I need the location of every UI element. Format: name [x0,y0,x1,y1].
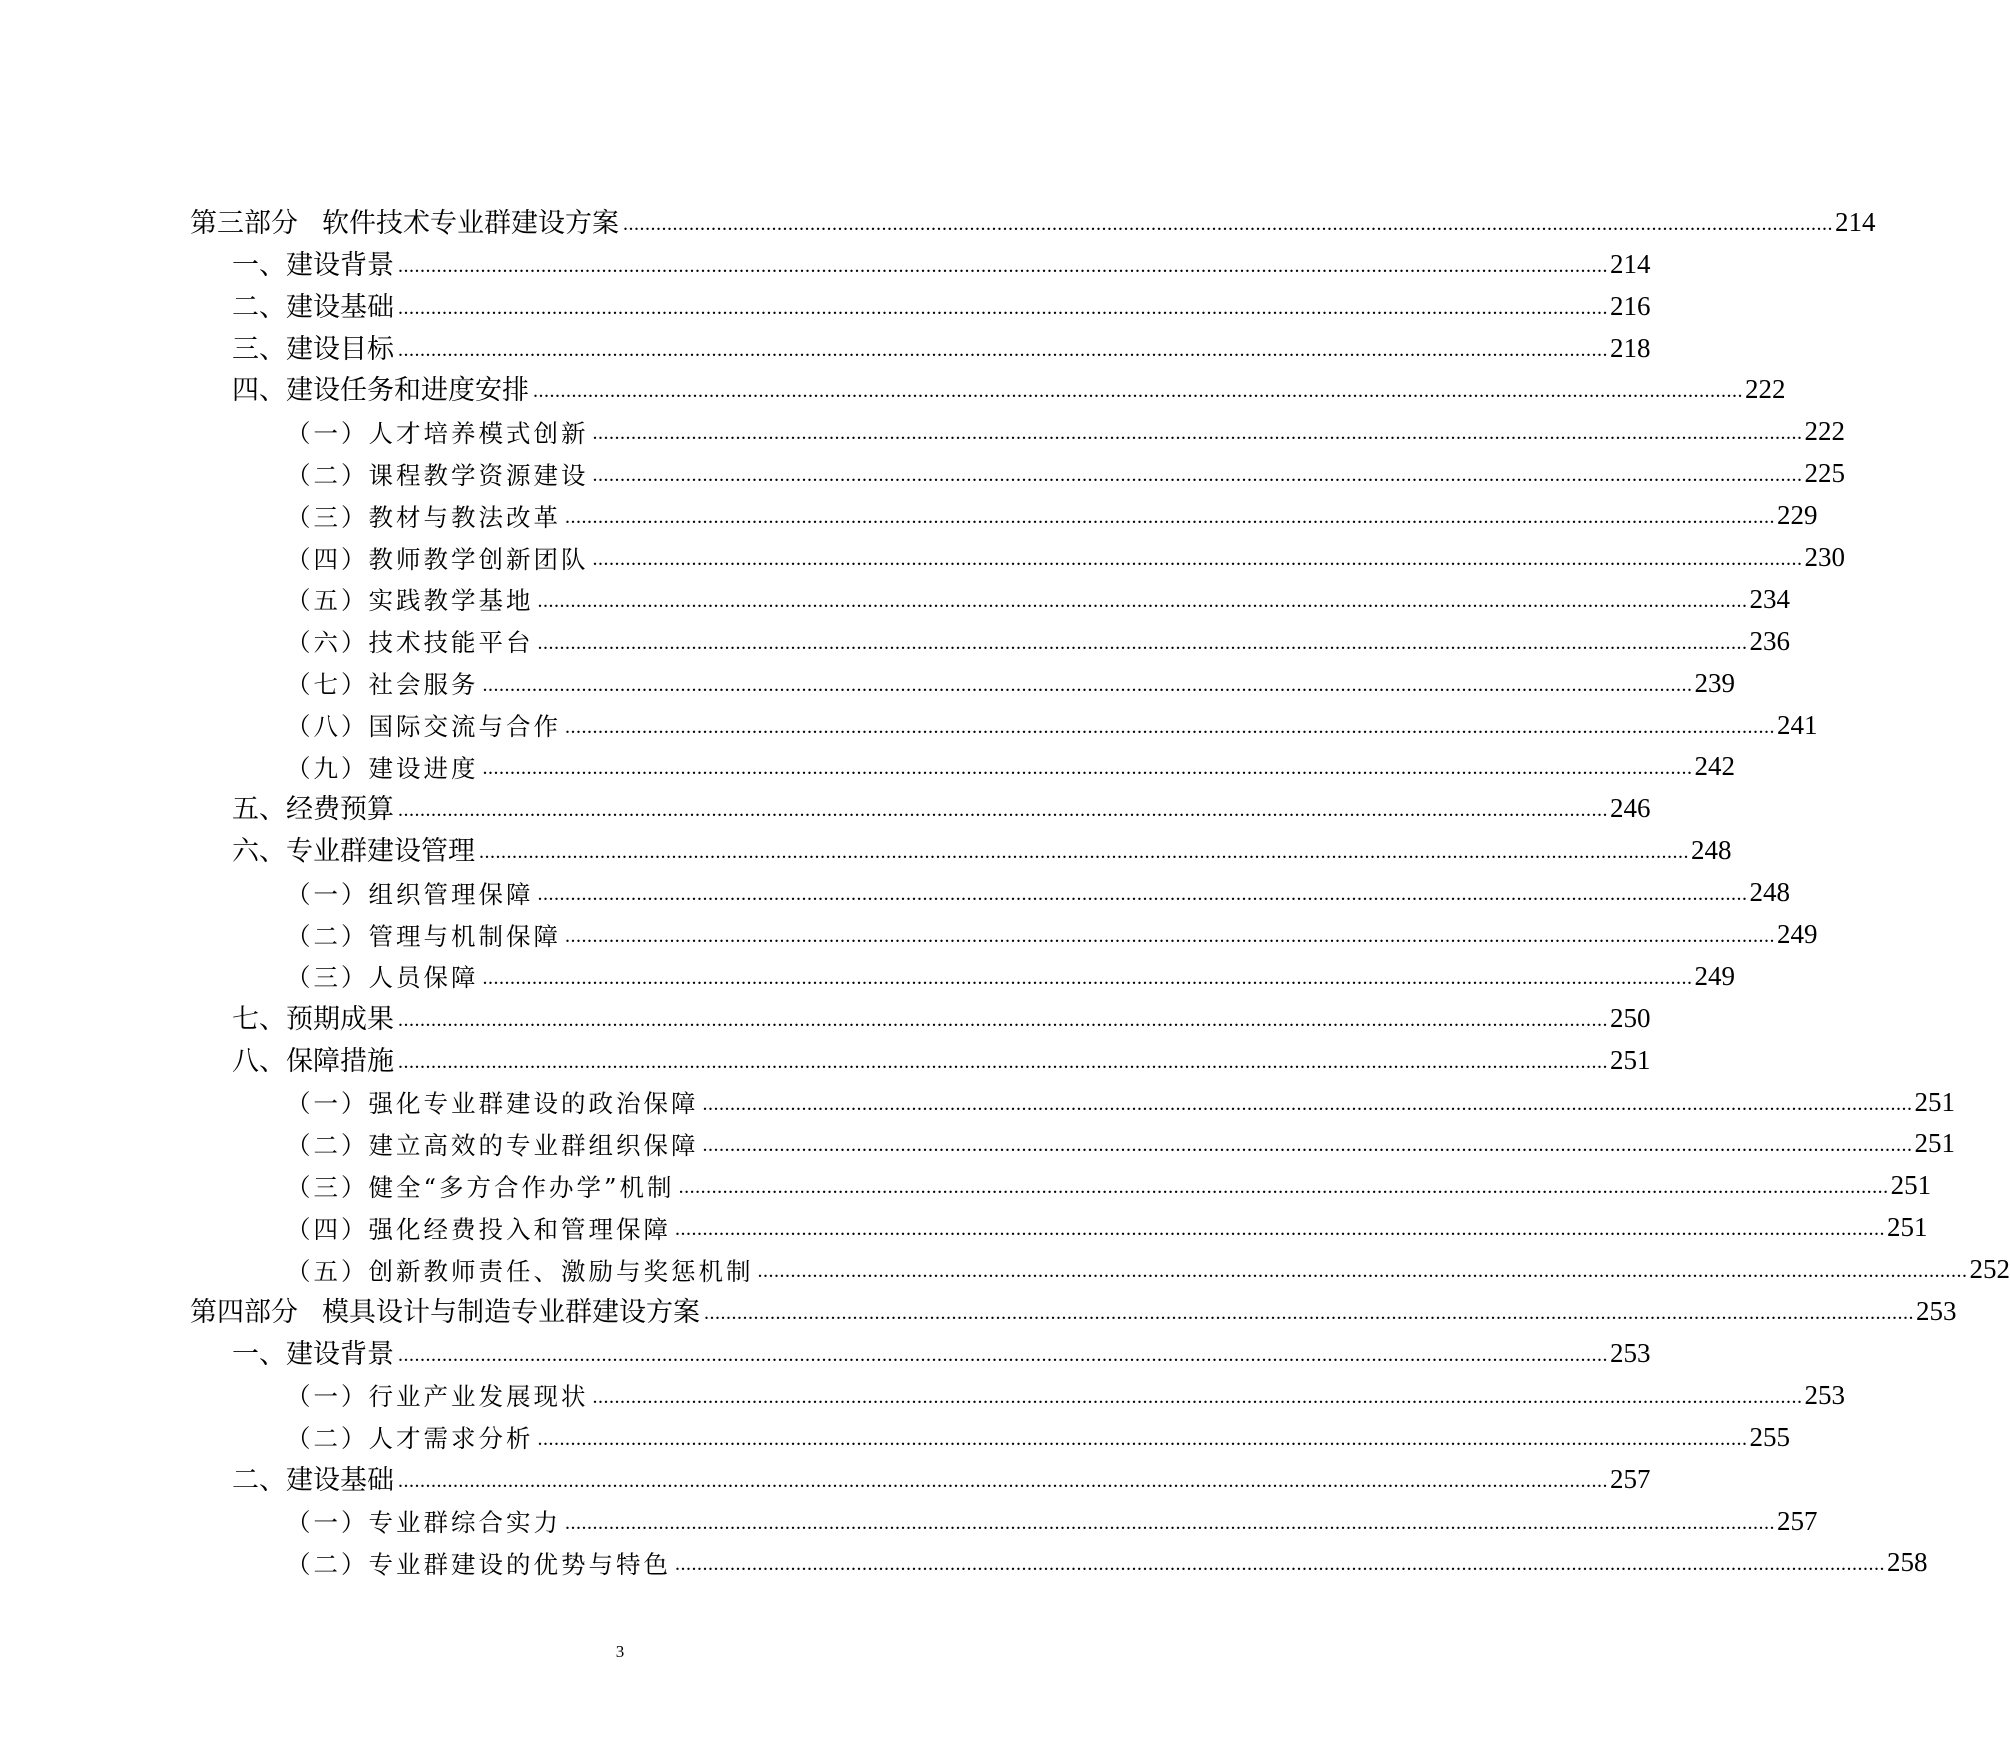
toc-page-number: 253 [1610,1337,1651,1368]
toc-subsection-entry[interactable] [0,1117,1955,1160]
toc-entry-title: 二、建设基础 [232,1464,394,1496]
toc-section-entry[interactable] [0,279,1651,323]
toc-subsection-entry[interactable] [0,865,1790,909]
toc-dot-leader: ............................................................................................................................................................................................................................ [398,799,1608,822]
toc-subsection-entry[interactable] [0,698,1818,742]
toc-page-number: 257 [1777,1505,1818,1536]
toc-page-number: 242 [1694,751,1735,782]
toc-page-number: 222 [1745,374,1786,405]
toc-dot-leader: ............................................................................................................................................................................................................................ [678,1176,1889,1199]
toc-subsection-entry[interactable] [0,1242,2010,1286]
toc-page-number: 222 [1804,416,1845,447]
toc-dot-leader: ............................................................................................................................................................................................................................ [479,841,1689,864]
toc-entry-title: （四）教师教学创新团队 [286,544,589,574]
toc-dot-leader: ............................................................................................................................................................................................................................ [565,715,1775,738]
toc-entry-title: （二）人才需求分析 [286,1424,534,1454]
toc-entry-title: （二）建立高效的专业群组织保障 [286,1130,699,1160]
toc-page-number: 218 [1610,332,1651,363]
toc-page-number: 253 [1804,1379,1845,1410]
toc-subsection-entry[interactable] [0,488,1818,532]
toc-dot-leader: ............................................................................................................................................................................................................................ [398,1469,1608,1492]
toc-page-number: 230 [1804,542,1845,573]
toc-page-number: 249 [1777,919,1818,950]
toc-entry-title: （四）强化经费投入和管理保障 [286,1214,671,1244]
toc-entry-title: 一、建设背景 [232,1338,394,1370]
toc-subsection-entry[interactable] [0,740,1735,783]
toc-subsection-entry[interactable] [0,446,1845,490]
toc-page-number: 216 [1610,290,1651,321]
toc-entry-title: （三）教材与教法改革 [286,502,561,532]
toc-dot-leader: ............................................................................................................................................................................................................................ [565,925,1775,948]
toc-part-title: 软件技术专业群建设方案 [322,207,619,239]
toc-page-number: 255 [1749,1421,1790,1452]
toc-dot-leader: ............................................................................................................................................................................................................................ [482,966,1693,989]
toc-page-number: 214 [1835,206,1876,237]
toc-subsection-entry[interactable] [0,1158,1932,1202]
toc-entry-title: （一）人才培养模式创新 [286,418,589,448]
toc-entry-title: 七、预期成果 [232,1003,394,1035]
toc-dot-leader: ............................................................................................................................................................................................................................ [537,1427,1748,1450]
toc-page-number: 239 [1694,667,1735,698]
toc-entry-title [190,207,619,239]
toc-dot-leader: ............................................................................................................................................................................................................................ [675,1553,1885,1576]
toc-entry-title: （五）创新教师责任、激励与奖惩机制 [286,1256,754,1286]
toc-part-label: 第四部分 [190,1297,298,1329]
toc-subsection-entry[interactable] [0,1368,1845,1412]
toc-dot-leader: ............................................................................................................................................................................................................................ [398,1008,1608,1031]
toc-page-number: 251 [1914,1128,1955,1159]
toc-dot-leader: ............................................................................................................................................................................................................................ [398,296,1608,319]
toc-dot-leader: ............................................................................................................................................................................................................................ [704,1302,1914,1325]
toc-page-number: 234 [1749,583,1790,614]
toc-part-title: 模具设计与制造专业群建设方案 [322,1297,700,1329]
table-of-contents [0,195,2010,1579]
toc-part-heading[interactable] [0,1284,1957,1329]
toc-subsection-entry[interactable] [0,1075,1955,1119]
toc-dot-leader: ............................................................................................................................................................................................................................ [398,338,1608,361]
toc-page-number: 253 [1916,1296,1957,1327]
toc-part-heading[interactable] [0,195,1876,239]
toc-section-entry[interactable] [0,237,1651,281]
toc-section-entry[interactable] [0,1033,1651,1077]
toc-subsection-entry[interactable] [0,614,1790,658]
toc-dot-leader: ............................................................................................................................................................................................................................ [537,589,1748,612]
page-number: 3 [615,1642,625,1661]
toc-subsection-entry[interactable] [0,1494,1818,1537]
toc-entry-title: （八）国际交流与合作 [286,712,561,742]
toc-entry-title: （一）专业群综合实力 [286,1508,561,1537]
toc-subsection-entry[interactable] [0,530,1845,574]
toc-dot-leader: ............................................................................................................................................................................................................................ [537,883,1748,906]
toc-entry-title: （二）专业群建设的优势与特色 [286,1549,671,1579]
toc-dot-leader: ............................................................................................................................................................................................................................ [537,631,1748,654]
toc-entry-title: 一、建设背景 [232,249,394,281]
toc-page-number: 229 [1777,500,1818,531]
toc-entry-title: 三、建设目标 [232,333,394,365]
toc-page-number: 258 [1887,1547,1928,1578]
toc-subsection-entry[interactable] [0,1200,1928,1244]
toc-dot-leader: ............................................................................................................................................................................................................................ [623,212,1833,235]
toc-page-number: 252 [1969,1254,2010,1285]
toc-entry-title: 八、保障措施 [232,1045,394,1077]
toc-dot-leader: ............................................................................................................................................................................................................................ [533,380,1743,403]
toc-page-number: 257 [1610,1463,1651,1494]
toc-subsection-entry[interactable] [0,1536,1928,1579]
toc-dot-leader: ............................................................................................................................................................................................................................ [565,1511,1775,1534]
toc-page-number: 251 [1887,1212,1928,1243]
toc-section-entry[interactable] [0,823,1732,868]
toc-entry-title: （七）社会服务 [286,670,479,700]
toc-dot-leader: ............................................................................................................................................................................................................................ [592,548,1803,571]
toc-dot-leader: ............................................................................................................................................................................................................................ [592,1385,1803,1408]
toc-page-number: 248 [1691,835,1732,866]
toc-subsection-entry[interactable] [0,656,1735,700]
toc-dot-leader: ............................................................................................................................................................................................................................ [398,254,1608,277]
toc-entry-title: （一）强化专业群建设的政治保障 [286,1089,699,1119]
toc-dot-leader: ............................................................................................................................................................................................................................ [592,464,1803,487]
toc-page-number: 246 [1610,793,1651,824]
toc-entry-title: 二、建设基础 [232,291,394,323]
toc-page-number: 251 [1890,1170,1932,1201]
toc-dot-leader: ............................................................................................................................................................................................................................ [757,1260,1968,1283]
toc-subsection-entry[interactable] [0,907,1818,951]
toc-entry-title: （三）人员保障 [286,963,479,993]
toc-entry-title: （二）管理与机制保障 [286,921,561,951]
toc-page-number: 214 [1610,248,1651,279]
toc-entry-title: 五、经费预算 [232,794,394,826]
toc-section-entry[interactable] [0,321,1651,365]
toc-section-entry[interactable] [0,1326,1651,1370]
toc-section-entry[interactable] [0,781,1651,826]
toc-dot-leader: ............................................................................................................................................................................................................................ [675,1218,1885,1241]
toc-page-number: 251 [1914,1086,1955,1117]
toc-dot-leader: ............................................................................................................................................................................................................................ [592,422,1803,445]
toc-dot-leader: ............................................................................................................................................................................................................................ [398,1050,1608,1073]
toc-dot-leader: ............................................................................................................................................................................................................................ [482,673,1693,696]
toc-part-label: 第三部分 [190,207,298,239]
toc-subsection-entry[interactable] [0,572,1790,616]
toc-entry-title: 四、建设任务和进度安排 [232,375,529,407]
toc-page-number: 251 [1610,1044,1651,1075]
toc-section-entry[interactable] [0,363,1786,407]
toc-entry-title: （二）课程教学资源建设 [286,460,589,490]
toc-entry-title: （一）行业产业发展现状 [286,1382,589,1412]
toc-section-entry[interactable] [0,1452,1651,1496]
toc-page-number: 241 [1777,709,1818,740]
toc-dot-leader: ............................................................................................................................................................................................................................ [702,1092,1913,1115]
toc-dot-leader: ............................................................................................................................................................................................................................ [702,1134,1913,1157]
toc-entry-title: 六、专业群建设管理 [232,836,475,868]
toc-entry-title: （九）建设进度 [286,753,479,783]
toc-entry-title: （一）组织管理保障 [286,879,534,909]
toc-page-number: 236 [1749,625,1790,656]
toc-entry-title [190,1297,700,1329]
toc-entry-title: （五）实践教学基地 [286,586,534,616]
toc-entry-title: （三）健全“多方合作办学”机制 [286,1172,675,1202]
toc-section-entry[interactable] [0,991,1651,1035]
toc-entry-title: （六）技术技能平台 [286,628,534,658]
toc-page-number: 248 [1749,877,1790,908]
toc-subsection-entry[interactable] [0,949,1735,993]
toc-dot-leader: ............................................................................................................................................................................................................................ [398,1343,1608,1366]
toc-page-number: 250 [1610,1002,1651,1033]
toc-subsection-entry[interactable] [0,1410,1790,1454]
toc-subsection-entry[interactable] [0,404,1845,448]
toc-dot-leader: ............................................................................................................................................................................................................................ [565,506,1775,529]
toc-page-number: 249 [1694,960,1735,991]
toc-dot-leader: ............................................................................................................................................................................................................................ [482,757,1693,780]
toc-page-number: 225 [1804,458,1845,489]
